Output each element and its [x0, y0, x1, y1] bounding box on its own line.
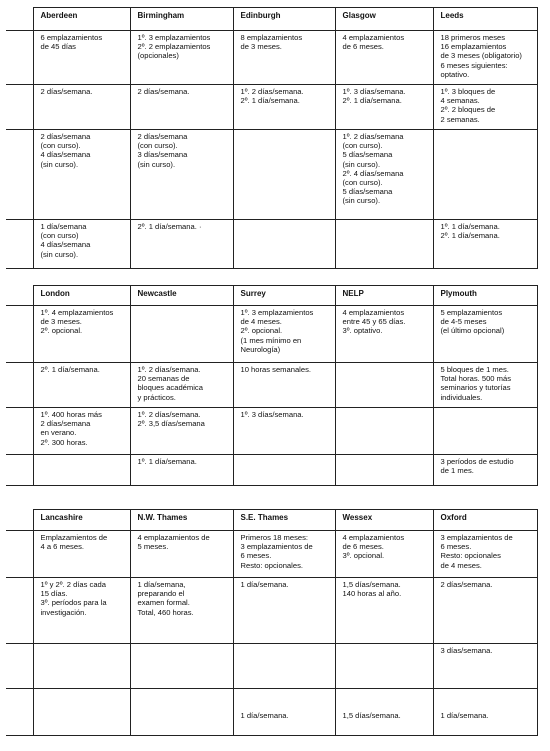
table-row — [6, 220, 537, 269]
header-cell: NELP — [335, 286, 433, 306]
table-cell: 1º. 3 días/semana. — [233, 408, 335, 455]
table-cell: 1º. 3 días/semana. 2º. 1 día/semana. — [335, 85, 433, 130]
table-cell: 4 emplazamientos entre 45 y 65 días. 3º. optativo. — [335, 306, 433, 363]
table-row — [6, 644, 537, 689]
header-row — [6, 8, 537, 31]
header-cell: Surrey — [233, 286, 335, 306]
row-label-cell — [6, 306, 33, 363]
header-cell: Wessex — [335, 510, 433, 531]
table-cell: 1 día/semana. — [433, 689, 537, 736]
table-cell: Emplazamientos de 4 a 6 meses. — [33, 531, 130, 578]
table-cell: 1 día/semana (con curso) 4 días/semana (sin curso). — [33, 220, 130, 269]
table-cell: 3 emplazamientos de 6 meses. Resto: opcionales de 4 meses. — [433, 531, 537, 578]
table-cell — [130, 689, 233, 736]
table-row — [6, 363, 537, 408]
table-cell: 1º. 1 día/semana. — [130, 455, 233, 486]
table-cell: 1,5 días/semana. 140 horas al año. — [335, 578, 433, 644]
table-cell: 10 horas semanales. — [233, 363, 335, 408]
table-cell: 2 días/semana. — [33, 85, 130, 130]
header-row — [6, 286, 537, 306]
header-cell: Glasgow — [335, 8, 433, 31]
table-cell — [335, 455, 433, 486]
header-cell: Edinburgh — [233, 8, 335, 31]
table-cell — [433, 408, 537, 455]
table-cell: 1º. 2 días/semana. 2º. 1 día/semana. — [233, 85, 335, 130]
header-cell: N.W. Thames — [130, 510, 233, 531]
header-cell: Birmingham — [130, 8, 233, 31]
header-cell: Lancashire — [33, 510, 130, 531]
table-cell: 18 primeros meses 16 emplazamientos de 3 meses (obligatorio) 6 meses siguientes: optativo. — [433, 31, 537, 85]
table-cell: 6 emplazamientos de 45 días — [33, 31, 130, 85]
table-cell: 5 emplazamientos de 4-5 meses (el último opcional) — [433, 306, 537, 363]
row-label-cell — [6, 31, 33, 85]
table-cell — [335, 644, 433, 689]
table-cell: 1 día/semana, preparando el examen formal. Total, 460 horas. — [130, 578, 233, 644]
table-cell — [335, 408, 433, 455]
table-cell: 1º. 3 bloques de 4 semanas. 2º. 2 bloques de 2 semanas. — [433, 85, 537, 130]
table-cell: 1º. 1 día/semana. 2º. 1 día/semana. — [433, 220, 537, 269]
table-cell — [33, 644, 130, 689]
header-cell: Leeds — [433, 8, 537, 31]
row-label-cell — [6, 363, 33, 408]
table-row — [6, 455, 537, 486]
table-row — [6, 306, 537, 363]
table-cell: Primeros 18 meses: 3 emplazamientos de 6 meses. Resto: opcionales. — [233, 531, 335, 578]
row-label-cell — [6, 130, 33, 220]
table-cell — [233, 455, 335, 486]
header-cell: Aberdeen — [33, 8, 130, 31]
table-cell: 1º. 3 emplazamientos de 4 meses. 2º. opcional. (1 mes mínimo en Neurología) — [233, 306, 335, 363]
row-label-cell — [6, 455, 33, 486]
table-cell: 1º. 4 emplazamientos de 3 meses. 2º. opcional. — [33, 306, 130, 363]
table-cell — [130, 306, 233, 363]
table-cell: 1 día/semana. — [233, 689, 335, 736]
table-cell: 5 bloques de 1 mes. Total horas. 500 más seminarios y tutorías individuales. — [433, 363, 537, 408]
table-cell: 1º. 400 horas más 2 días/semana en verano. 2º. 300 horas. — [33, 408, 130, 455]
table-cell: 1º. 2 días/semana. 2º. 3,5 días/semana — [130, 408, 233, 455]
header-cell: Newcastle — [130, 286, 233, 306]
header-cell: Oxford — [433, 510, 537, 531]
table-cell: 2 días/semana (con curso). 4 días/semana (sin curso). — [33, 130, 130, 220]
table-cell: 2 días/semana (con curso). 3 días/semana (sin curso). — [130, 130, 233, 220]
row-label-cell — [6, 689, 33, 736]
table-cell: 1º. 2 días/semana (con curso). 5 días/semana (sin curso). 2º. 4 días/semana (con curso). 5 días/semana (sin curso). — [335, 130, 433, 220]
table-row — [6, 408, 537, 455]
table-cell — [130, 644, 233, 689]
table-cell: 2º. 1 día/semana. — [33, 363, 130, 408]
table-row — [6, 531, 537, 578]
table-cell: 1º. 2 días/semana. 20 semanas de bloques académica y prácticos. — [130, 363, 233, 408]
training-table-3 — [6, 509, 538, 736]
table-cell: 8 emplazamientos de 3 meses. — [233, 31, 335, 85]
header-cell: London — [33, 286, 130, 306]
table-cell — [233, 130, 335, 220]
table-cell — [33, 689, 130, 736]
table-cell: 3 períodos de estudio de 1 mes. — [433, 455, 537, 486]
table-cell — [33, 455, 130, 486]
training-table-2 — [6, 285, 538, 486]
table-cell — [433, 130, 537, 220]
row-label-cell — [6, 220, 33, 269]
table-cell: 2 días/semana. — [130, 85, 233, 130]
table-row — [6, 578, 537, 644]
row-label-cell — [6, 85, 33, 130]
table-cell: 1 día/semana. — [233, 578, 335, 644]
row-label-cell — [6, 408, 33, 455]
table-row — [6, 130, 537, 220]
table-cell: 4 emplazamientos de 6 meses. — [335, 31, 433, 85]
row-label-cell — [6, 578, 33, 644]
table-cell — [335, 220, 433, 269]
row-label-cell — [6, 510, 33, 531]
header-cell: Plymouth — [433, 286, 537, 306]
row-label-cell — [6, 8, 33, 31]
table-cell — [233, 220, 335, 269]
header-cell: S.E. Thames — [233, 510, 335, 531]
training-table-1 — [6, 7, 538, 269]
table-cell: 1º y 2º. 2 días cada 15 días. 3º. períodos para la investigación. — [33, 578, 130, 644]
table-cell: 1º. 3 emplazamientos 2º. 2 emplazamientos (opcionales) — [130, 31, 233, 85]
table-cell: 4 emplazamientos de 5 meses. — [130, 531, 233, 578]
table-row — [6, 689, 537, 736]
table-cell: 3 días/semana. — [433, 644, 537, 689]
table-cell — [233, 644, 335, 689]
row-label-cell — [6, 286, 33, 306]
table-cell: 2 días/semana. — [433, 578, 537, 644]
table-cell: 4 emplazamientos de 6 meses. 3º. opcional. — [335, 531, 433, 578]
header-row — [6, 510, 537, 531]
table-cell — [335, 363, 433, 408]
table-cell: 1,5 días/semana. — [335, 689, 433, 736]
table-row — [6, 85, 537, 130]
row-label-cell — [6, 644, 33, 689]
table-row — [6, 31, 537, 85]
table-cell: 2º. 1 día/semana. · — [130, 220, 233, 269]
row-label-cell — [6, 531, 33, 578]
